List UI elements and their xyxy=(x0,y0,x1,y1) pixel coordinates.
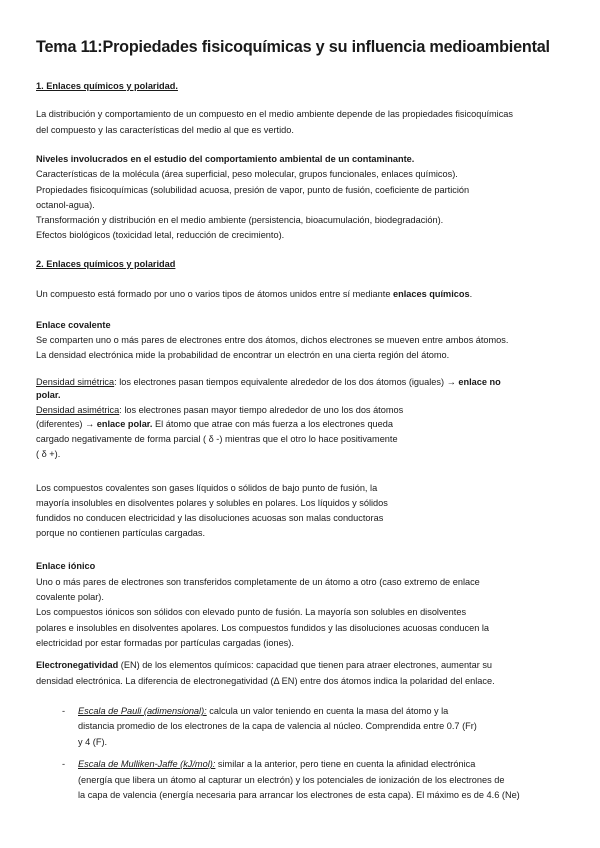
bullet-line: y 4 (F). xyxy=(78,737,108,747)
nonpolar-bond-term: enlace no xyxy=(458,377,501,387)
covalent-heading: Enlace covalente xyxy=(36,320,111,330)
intro-end: . xyxy=(469,289,473,299)
intro-text: Un compuesto está formado por uno o varios tipos de átomos unidos entre sí mediante xyxy=(36,289,393,299)
bullet-line: la capa de valencia (energía necesaria para arrancar los electrones de esta capa). El máximo es de 4.6 (Ne) xyxy=(78,790,520,800)
paragraph-line: La densidad electrónica mide la probabilidad de encontrar un electrón en una cierta región del átomo. xyxy=(36,350,450,360)
symmetric-density-term: Densidad simétrica xyxy=(36,377,115,387)
section-1-heading: 1. Enlaces químicos y polaridad. xyxy=(36,81,178,91)
bullet-dash: - xyxy=(62,759,66,769)
bullet-line: distancia promedio de los electrones de la capa de valencia al núcleo. Comprendida entre 0.7 (Fr) xyxy=(78,721,477,731)
asymmetric-density-line xyxy=(36,405,403,416)
paragraph-line: cargado negativamente de forma parcial ( δ -) mientras que el otro lo hace positivamente xyxy=(36,434,398,444)
paragraph-line: mayoría insolubles en disolventes polares y solubles en polares. Los líquidos y sólidos xyxy=(36,498,388,508)
paragraph-line: densidad electrónica. La diferencia de electronegatividad (Δ EN) entre dos átomos indica la polaridad del enlace. xyxy=(36,676,495,686)
levels-heading: Niveles involucrados en el estudio del comportamiento ambiental de un contaminante. xyxy=(36,154,415,164)
bullet-mulliken xyxy=(78,759,475,770)
paragraph-line: electricidad por estar formadas por partículas cargadas (iones). xyxy=(36,638,294,648)
paragraph-line: Los compuestos covalentes son gases líquidos o sólidos de bajo punto de fusión, la xyxy=(36,483,378,493)
bullet-line: (energía que libera un átomo al capturar un electrón) y los potenciales de ionización de los electrones de xyxy=(78,775,505,785)
ionic-heading: Enlace iónico xyxy=(36,561,96,571)
symmetric-density-line xyxy=(36,377,501,388)
electronegativity-text: (EN) de los elementos químicos: capacidad que tienen para atraer electrones, aumentar su xyxy=(118,660,493,670)
list-item: Transformación y distribución en el medio ambiente (persistencia, bioacumulación, biodegradación). xyxy=(36,215,444,225)
pauli-scale-text: calcula un valor teniendo en cuenta la masa del átomo y la xyxy=(206,706,449,716)
paragraph-line: fundidos no conducen electricidad y las disoluciones acuosas son malas conductoras xyxy=(36,513,384,523)
intro-bold: enlaces químicos xyxy=(392,289,470,299)
paragraph-line: porque no contienen partículas cargadas. xyxy=(36,528,206,538)
paragraph-line: Se comparten uno o más pares de electrones entre dos átomos, dichos electrones se mueven entre ambos átomos. xyxy=(36,335,509,345)
polar-bond-term: enlace polar. xyxy=(96,419,153,429)
paragraph-line: Los compuestos iónicos son sólidos con elevado punto de fusión. La mayoría son solubles en disolventes xyxy=(36,607,467,617)
page-title: Tema 11:Propiedades fisicoquímicas y su influencia medioambiental xyxy=(36,38,550,56)
mulliken-scale-text: similar a la anterior, pero tiene en cuenta la afinidad electrónica xyxy=(215,759,476,769)
electronegativity-line xyxy=(36,660,492,671)
paragraph-line: polares e insolubles en disolventes apolares. Los compuestos fundidos y las disoluciones acuosas conducen la xyxy=(36,623,490,633)
intro-line xyxy=(36,289,472,300)
nonpolar-bond-term-cont: polar. xyxy=(36,390,61,400)
mulliken-scale-term: Escala de Mulliken-Jaffe (kJ/mol): xyxy=(78,759,216,769)
electronegativity-term: Electronegatividad xyxy=(36,660,119,670)
section-2-heading: 2. Enlaces químicos y polaridad xyxy=(36,259,176,269)
polar-bond-pre: (diferentes) → xyxy=(36,419,97,429)
bullet-pauli xyxy=(78,706,448,717)
paragraph-line: La distribución y comportamiento de un compuesto en el medio ambiente depende de las propiedades fisicoquímicas xyxy=(36,109,514,119)
paragraph-line: Uno o más pares de electrones son transferidos completamente de un átomo a otro (caso extremo de enlace xyxy=(36,577,480,587)
list-item: Propiedades fisicoquímicas (solubilidad acuosa, presión de vapor, punto de fusión, coeficiente de partición xyxy=(36,185,470,195)
polar-bond-post: El átomo que atrae con más fuerza a los electrones queda xyxy=(152,419,393,429)
paragraph-line: del compuesto y las características del medio al que es vertido. xyxy=(36,125,294,135)
paragraph-line: ( δ +). xyxy=(36,449,61,459)
asymmetric-density-text: : los electrones pasan mayor tiempo alrededor de uno los dos átomos xyxy=(119,405,404,415)
symmetric-density-text: : los electrones pasan tiempos equivalente alrededor de los dos átomos (iguales) → xyxy=(114,377,459,387)
list-item: Características de la molécula (área superficial, peso molecular, grupos funcionales, enlaces químicos). xyxy=(36,169,458,179)
asymmetric-density-term: Densidad asimétrica xyxy=(36,405,120,415)
bullet-dash: - xyxy=(62,706,66,716)
list-item: octanol-agua). xyxy=(36,200,95,210)
list-item: Efectos biológicos (toxicidad letal, reducción de crecimiento). xyxy=(36,230,285,240)
pauli-scale-term: Escala de Pauli (adimensional): xyxy=(78,706,207,716)
paragraph-line: covalente polar). xyxy=(36,592,104,602)
polar-bond-line xyxy=(36,419,393,430)
